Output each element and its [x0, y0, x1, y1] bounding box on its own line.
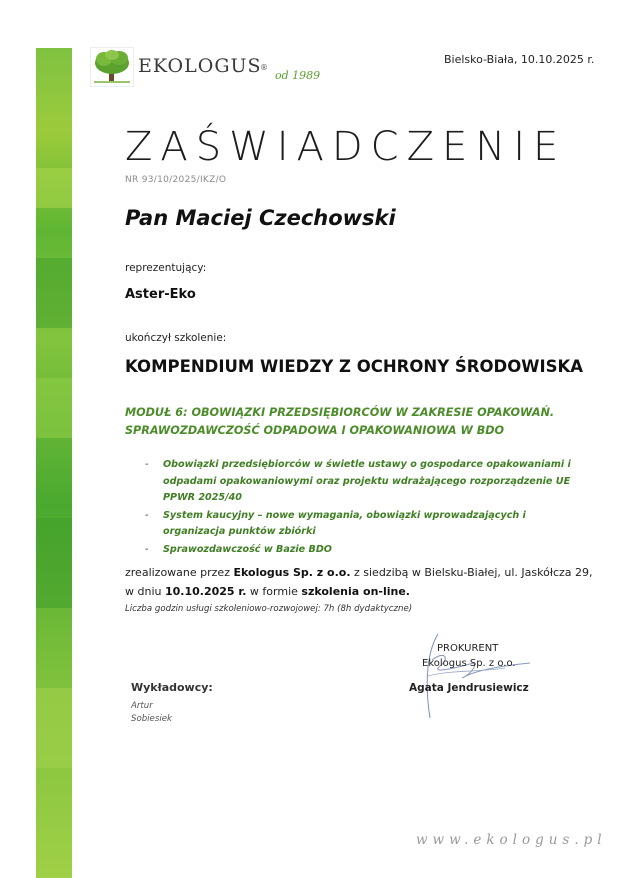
- date-place: Bielsko-Biała, 10.10.2025 r.: [444, 53, 595, 66]
- list-item: - Sprawozdawczość w Bazie BDO: [145, 543, 332, 555]
- realized-text: w dniu: [125, 585, 165, 598]
- certificate-title: ZAŚWIADCZENIE: [125, 124, 567, 170]
- logo-text: EKOLOGUS: [138, 55, 262, 77]
- lecturer-last-name: Sobiesiek: [131, 714, 172, 724]
- course-title: KOMPENDIUM WIEDZY Z OCHRONY ŚRODOWISKA: [125, 357, 584, 376]
- bar-stripe: [36, 258, 72, 328]
- signatory-company: Ekologus Sp. z o.o.: [422, 658, 516, 669]
- bar-stripe: [36, 688, 72, 768]
- topic-text: Sprawozdawczość w Bazie BDO: [163, 543, 332, 555]
- realization-info: [125, 563, 595, 601]
- ekologus-logo: [90, 47, 330, 89]
- signatory-name: Agata Jendrusiewicz: [409, 682, 529, 694]
- list-item: - Obowiązki przedsiębiorców w świetle ustawy o gospodarce opakowaniami i odpadami opakowaniowymi oraz projektu wdrażającego rozporządzenie UE PPWR 2025/40: [145, 459, 571, 503]
- bar-stripe: [36, 518, 72, 608]
- realized-text: z siedzibą w Bielsku-Białej, ul. Jaskółcza 29,: [350, 566, 593, 579]
- signatory-role: PROKURENT: [437, 643, 499, 654]
- topics-list: [145, 457, 585, 559]
- lecturers-heading: Wykładowcy:: [131, 681, 213, 694]
- topic-text: System kaucyjny – nowe wymagania, obowiązki wprowadzających i organizacja punktów zbiórki: [163, 509, 526, 537]
- module-title: [125, 404, 595, 440]
- recipient-name: Pan Maciej Czechowski: [125, 206, 396, 230]
- list-item: - System kaucyjny – nowe wymagania, obowiązki wprowadzających i organizacja punktów zbiórki: [145, 509, 526, 537]
- realized-text: zrealizowane przez: [125, 566, 234, 579]
- bar-stripe: [36, 378, 72, 438]
- module-line-2: SPRAWOZDAWCZOŚĆ ODPADOWA I OPAKOWANIOWA W BDO: [125, 424, 505, 437]
- certificate-number: NR 93/10/2025/IKZ/O: [125, 175, 227, 185]
- lecturer-first-name: Artur: [131, 701, 153, 711]
- logo-since: od 1989: [275, 69, 321, 82]
- logo-registered-mark: ®: [260, 63, 268, 72]
- module-line-1: MODUŁ 6: OBOWIĄZKI PRZEDSIĘBIORCÓW W ZAKRESIE OPAKOWAŃ.: [125, 406, 555, 419]
- hours-note: Liczba godzin usługi szkoleniowo-rozwojowej: 7h (8h dydaktyczne): [125, 604, 413, 614]
- completed-label: ukończył szkolenie:: [125, 332, 227, 344]
- website-url[interactable]: www.ekologus.pl: [416, 832, 607, 848]
- realized-text: w formie: [246, 585, 302, 598]
- training-date: 10.10.2025 r.: [164, 585, 247, 598]
- training-form: szkolenia on-line.: [301, 585, 410, 598]
- representing-label: reprezentujący:: [125, 262, 207, 274]
- topic-text: Obowiązki przedsiębiorców w świetle ustawy o gospodarce opakowaniami i odpadami opakowaniowymi oraz projektu wdrażającego rozporządzenie UE PPWR 2025/40: [163, 459, 571, 503]
- tree-logo-icon: [90, 47, 134, 87]
- bar-stripe: [36, 168, 72, 208]
- company-name: Aster-Eko: [125, 287, 196, 302]
- green-side-bar: [36, 48, 72, 878]
- organizer-name: Ekologus Sp. z o.o.: [233, 566, 351, 579]
